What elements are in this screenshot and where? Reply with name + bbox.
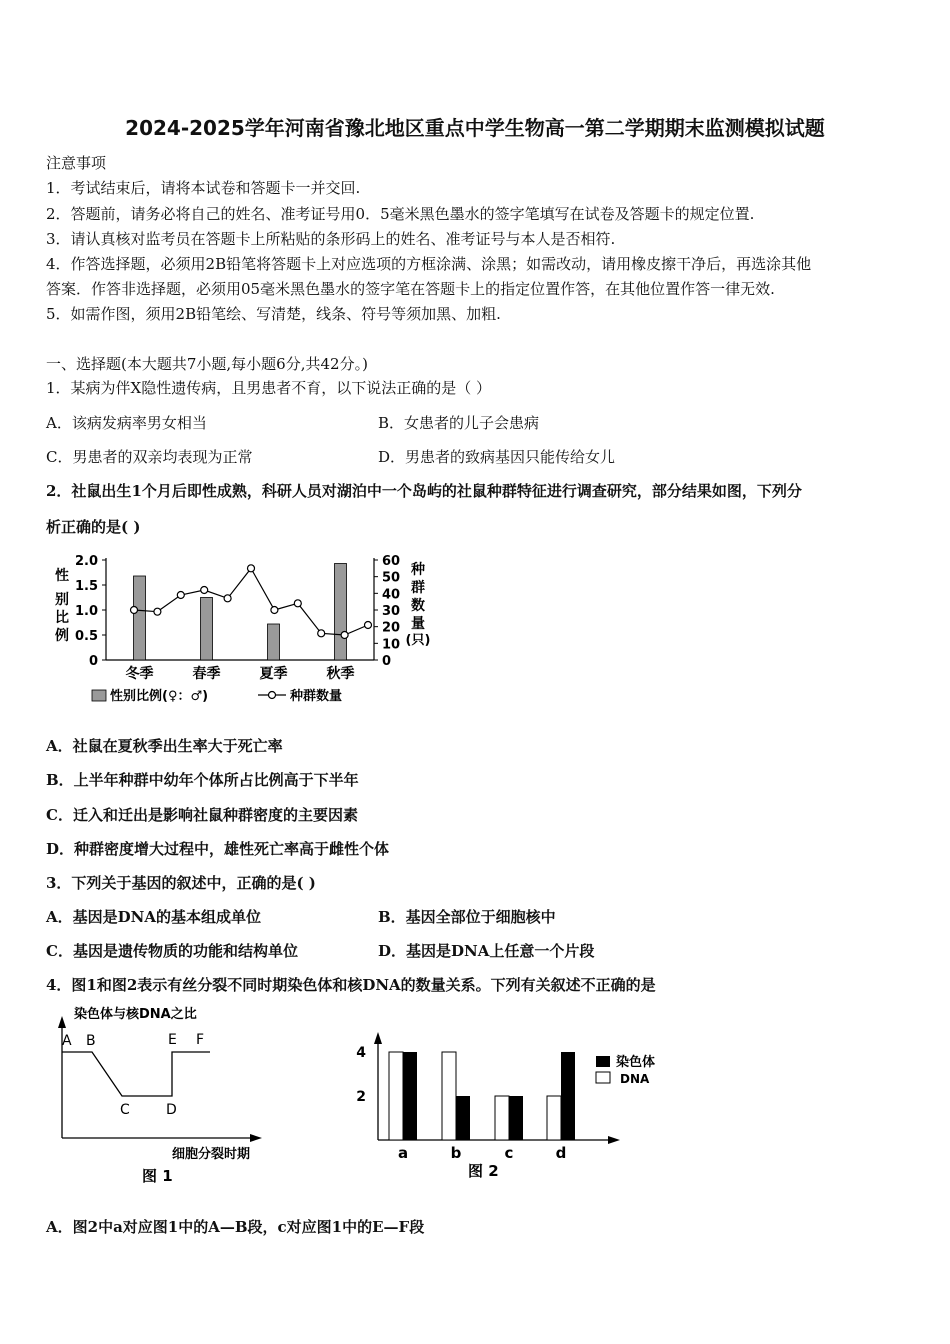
dna-bar — [389, 1052, 403, 1140]
y-right-label: 种 — [411, 562, 425, 578]
point-label-c: C — [120, 1102, 130, 1118]
figure-1-caption: 图 1 — [142, 1167, 173, 1185]
population-point — [294, 600, 301, 607]
sex-ratio-bar — [268, 624, 280, 660]
y-left-label: 性 — [55, 568, 69, 584]
figure-2-x-arrow — [608, 1136, 620, 1144]
season-label: 冬季 — [125, 666, 154, 682]
right-tick-label: 0 — [382, 654, 392, 669]
q3-stem: 3．下列关于基因的叙述中，正确的是( ) — [46, 874, 316, 892]
chromosome-bar — [403, 1052, 417, 1140]
q2-option-d: D．种群密度增大过程中，雄性死亡率高于雌性个体 — [46, 840, 390, 858]
section-heading: 一、选择题(本大题共7小题,每小题6分,共42分。) — [46, 355, 368, 373]
notice-item-4: 4．作答选择题，必须用2B铅笔将答题卡上对应选项的方框涂满、涂黑；如需改动，请用橡皮擦干净后，再选涂其他 — [46, 255, 812, 273]
point-label-f: F — [196, 1032, 205, 1048]
legend-chromosome: 染色体 — [616, 1055, 656, 1070]
q3-option-d: D．基因是DNA上任意一个片段 — [378, 942, 595, 960]
y-left-label: 例 — [55, 628, 69, 644]
q4-stem: 4．图1和图2表示有丝分裂不同时期染色体和核DNA的数量关系。下列有关叙述不正确的是 — [46, 976, 656, 994]
q1-option-a: A．该病发病率男女相当 — [46, 414, 207, 432]
population-chart — [46, 548, 446, 718]
legend-line-marker — [269, 692, 276, 699]
dna-bar — [442, 1052, 456, 1140]
point-label-b: B — [86, 1033, 96, 1049]
right-tick-label: 40 — [382, 587, 401, 603]
population-point — [224, 595, 231, 602]
y-left-label: 别 — [55, 592, 69, 608]
legend-sex-ratio: 性别比例(♀：♂) — [110, 689, 209, 704]
figure-1-x-label: 细胞分裂时期 — [172, 1147, 251, 1162]
right-tick-label: 10 — [382, 637, 401, 653]
dna-bar — [495, 1096, 509, 1140]
figure-1-chart — [50, 1002, 290, 1192]
figure-2-category-label: b — [450, 1144, 462, 1162]
population-line — [134, 568, 368, 635]
page-title: 2024-2025学年河南省豫北地区重点中学生物高一第二学期期末监测模拟试题 — [125, 116, 825, 140]
figure-1-title: 染色体与核DNA之比 — [74, 1007, 197, 1022]
notice-heading: 注意事项 — [46, 154, 107, 172]
right-tick-label: 30 — [382, 604, 401, 619]
population-point — [271, 607, 278, 614]
q2-stem-line2: 析正确的是( ) — [46, 518, 141, 536]
legend-dna-swatch — [596, 1072, 610, 1083]
figure-2-chart — [350, 1028, 690, 1188]
figure-2-caption: 图 2 — [468, 1162, 499, 1180]
figure-1-y-arrow — [58, 1016, 66, 1028]
point-label-d: D — [166, 1102, 177, 1118]
right-tick-label: 60 — [382, 554, 401, 569]
notice-item-2: 2．答题前，请务必将自己的姓名、准考证号用0．5毫米黑色墨水的签字笔填写在试卷及答题卡的规定位置. — [46, 205, 755, 223]
q4-option-a: A．图2中a对应图1中的A—B段，c对应图1中的E—F段 — [46, 1218, 425, 1236]
notice-item-1: 1．考试结束后，请将本试卷和答题卡一并交回. — [46, 179, 361, 197]
season-label: 夏季 — [259, 666, 288, 682]
point-label-a: A — [62, 1033, 72, 1049]
q1-option-c: C．男患者的双亲均表现为正常 — [46, 448, 253, 466]
y-right-label: (只) — [405, 633, 431, 648]
figure-2-category-label: a — [397, 1144, 409, 1162]
population-point — [248, 565, 255, 572]
figure-2-tick-label: 2 — [356, 1089, 366, 1105]
notice-item-3: 3．请认真核对监考员在答题卡上所粘贴的条形码上的姓名、准考证号与本人是否相符. — [46, 230, 616, 248]
y-left-label: 比 — [55, 610, 69, 626]
notice-item-4-cont: 答案．作答非选择题，必须用05毫米黑色墨水的签字笔在答题卡上的指定位置作答，在其他位置作答一律无效. — [46, 280, 775, 298]
population-point — [201, 587, 208, 594]
figure-1-x-arrow — [250, 1134, 262, 1142]
left-tick-label: 0.5 — [74, 629, 98, 644]
figure-2-category-label: d — [555, 1144, 567, 1162]
dna-bar — [547, 1096, 561, 1140]
q1-stem: 1．某病为伴X隐性遗传病，且男患者不育，以下说法正确的是（ ） — [46, 379, 491, 397]
population-point — [365, 622, 372, 629]
population-point — [154, 608, 161, 615]
left-tick-label: 1.5 — [74, 579, 98, 594]
figure-1-curve — [62, 1052, 210, 1096]
legend-population: 种群数量 — [290, 689, 343, 704]
q1-option-d: D．男患者的致病基因只能传给女儿 — [378, 448, 616, 466]
q2-option-c: C．迁入和迁出是影响社鼠种群密度的主要因素 — [46, 806, 358, 824]
right-tick-label: 20 — [382, 620, 401, 636]
y-right-label: 量 — [411, 616, 425, 632]
figure-2-tick-label: 4 — [356, 1045, 366, 1061]
season-label: 秋季 — [326, 666, 355, 682]
y-right-label: 数 — [411, 598, 425, 614]
sex-ratio-bar — [201, 598, 213, 661]
point-label-e: E — [168, 1032, 177, 1048]
population-point — [131, 607, 138, 614]
legend-bar-swatch — [92, 690, 106, 701]
sex-ratio-bar — [134, 576, 146, 660]
q1-option-b: B．女患者的儿子会患病 — [378, 414, 540, 432]
q2-option-a: A．社鼠在夏秋季出生率大于死亡率 — [46, 737, 283, 755]
y-right-label: 群 — [411, 580, 425, 596]
chromosome-bar — [456, 1096, 470, 1140]
right-tick-label: 50 — [382, 570, 401, 586]
legend-chromosome-swatch — [596, 1056, 610, 1067]
q3-option-b: B．基因全部位于细胞核中 — [378, 908, 556, 926]
population-point — [341, 632, 348, 639]
season-label: 春季 — [192, 666, 221, 682]
figure-2-y-arrow — [374, 1032, 382, 1044]
q3-option-c: C．基因是遗传物质的功能和结构单位 — [46, 942, 298, 960]
chromosome-bar — [509, 1096, 523, 1140]
q2-stem-line1: 2．社鼠出生1个月后即性成熟，科研人员对湖泊中一个岛屿的社鼠种群特征进行调查研究，部分结果如图，下列分 — [46, 482, 802, 500]
left-tick-label: 0 — [88, 654, 98, 669]
figure-2-category-label: c — [504, 1144, 514, 1162]
q3-option-a: A．基因是DNA的基本组成单位 — [46, 908, 261, 926]
population-point — [318, 630, 325, 637]
population-point — [177, 592, 184, 599]
notice-item-5: 5．如需作图，须用2B铅笔绘、写清楚，线条、符号等须加黑、加粗. — [46, 305, 501, 323]
sex-ratio-bar — [335, 564, 347, 661]
left-tick-label: 1.0 — [74, 604, 98, 619]
legend-dna: DNA — [620, 1072, 650, 1086]
chromosome-bar — [561, 1052, 575, 1140]
q2-option-b: B．上半年种群中幼年个体所占比例高于下半年 — [46, 771, 359, 789]
left-tick-label: 2.0 — [74, 554, 98, 569]
